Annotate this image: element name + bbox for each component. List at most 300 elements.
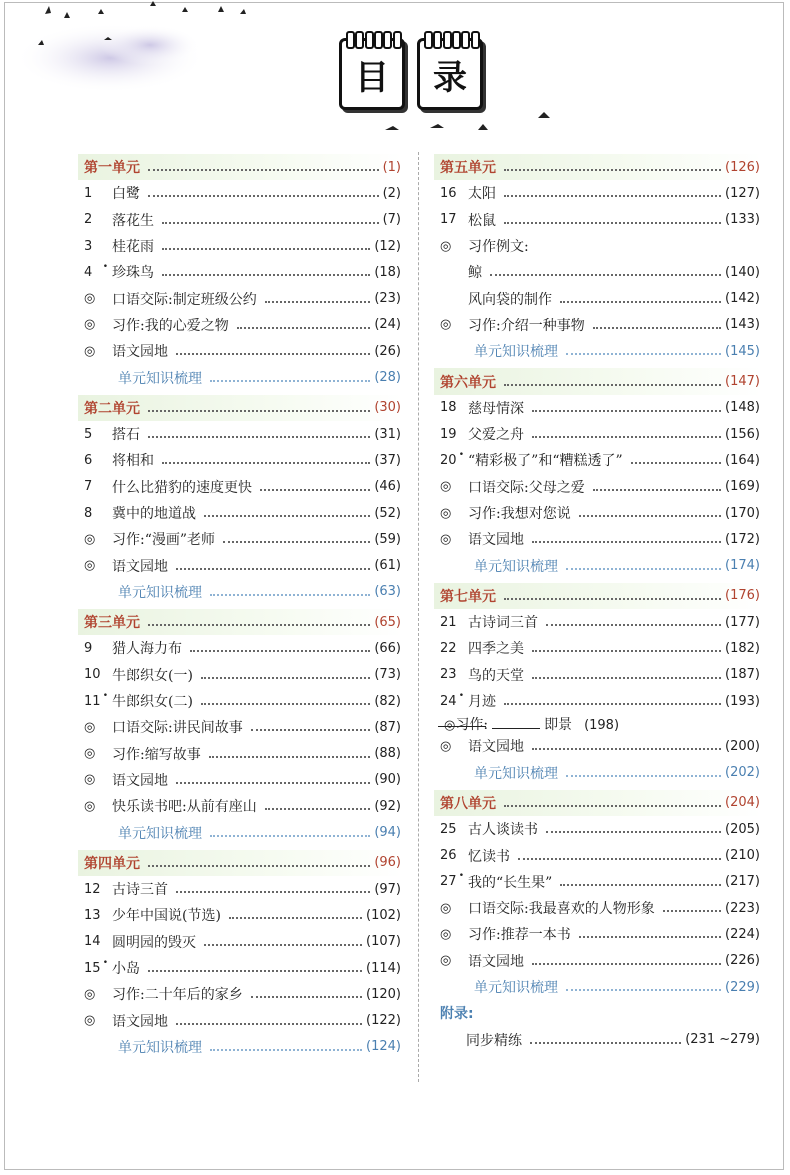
toc-section-entry[interactable] <box>78 714 403 740</box>
toc-section-entry[interactable] <box>78 741 403 767</box>
lesson-number: 8 <box>84 505 93 521</box>
toc-section-entry[interactable] <box>78 1008 403 1034</box>
double-circle-icon: ◎ <box>84 1013 96 1029</box>
page-number: (66) <box>374 640 401 656</box>
page-number: (156) <box>725 426 760 442</box>
toc-lesson-entry[interactable] <box>434 207 762 233</box>
leader-dots <box>560 876 721 886</box>
toc-lesson-entry[interactable] <box>434 180 762 206</box>
lesson-title: 圆明园的毁灭 <box>112 934 196 951</box>
lesson-number: 27 • <box>440 871 464 890</box>
leader-dots <box>546 616 721 626</box>
toc-section-entry[interactable] <box>78 285 403 311</box>
double-circle-icon: ◎ <box>440 238 452 254</box>
toc-lesson-entry[interactable] <box>434 447 762 473</box>
toc-lesson-entry[interactable] <box>78 662 403 688</box>
toc-section-entry[interactable] <box>438 714 620 734</box>
lesson-title: 落花生 <box>112 212 154 229</box>
toc-unit-heading[interactable] <box>434 790 762 816</box>
spiral-rings-icon <box>346 31 402 45</box>
toc-section-entry[interactable] <box>78 312 403 338</box>
leader-dots <box>504 590 721 600</box>
toc-section-entry[interactable] <box>434 312 762 338</box>
lesson-number: 24 • <box>440 690 464 709</box>
page-number: (198) <box>584 718 620 734</box>
summary-title: 单元知识梳理 <box>118 584 202 601</box>
toc-summary-entry[interactable] <box>78 1034 403 1060</box>
leader-dots <box>504 376 721 386</box>
page-number: (193) <box>725 693 760 709</box>
lesson-title: 月迹 <box>468 694 496 711</box>
toc-left-column <box>78 150 403 1060</box>
leader-dots <box>209 748 371 758</box>
leader-dots <box>148 402 370 412</box>
leader-dots <box>210 586 370 596</box>
toc-summary-entry[interactable] <box>434 760 762 786</box>
page-number: (107) <box>366 934 401 950</box>
leader-dots <box>237 319 371 329</box>
section-title: 习作:我的心爱之物 <box>112 317 229 334</box>
toc-unit-heading[interactable] <box>78 609 403 635</box>
leader-dots <box>566 560 721 570</box>
page-number: (140) <box>725 264 760 280</box>
toc-summary-entry[interactable] <box>78 364 403 390</box>
lesson-title: 小岛 <box>112 961 140 978</box>
leader-dots <box>532 669 721 679</box>
leader-dots <box>251 988 362 998</box>
star-mark-icon: • <box>458 871 464 882</box>
page-number: (61) <box>374 558 401 574</box>
lesson-title: 古诗词三首 <box>468 615 538 632</box>
toc-lesson-entry[interactable] <box>78 207 403 233</box>
lesson-title: 牛郎织女(一) <box>112 667 193 684</box>
lesson-title: 搭石 <box>112 427 140 444</box>
column-divider <box>418 152 419 1082</box>
title-notepad-1 <box>339 38 405 110</box>
page-number: (46) <box>374 479 401 495</box>
leader-dots <box>210 1041 362 1051</box>
page-number: (73) <box>374 667 401 683</box>
page-number: (231 ~279) <box>685 1032 760 1048</box>
page-number: (172) <box>725 531 760 547</box>
leader-dots <box>566 981 721 991</box>
lesson-number: 6 <box>84 452 93 468</box>
leader-dots <box>148 161 379 171</box>
leader-dots <box>148 187 379 197</box>
page-number: (59) <box>374 531 401 547</box>
lesson-number: 3 <box>84 238 93 254</box>
lesson-number: 18 <box>440 400 457 416</box>
leader-dots <box>504 214 721 224</box>
toc-lesson-entry[interactable] <box>434 869 762 895</box>
spiral-rings-icon <box>424 31 480 45</box>
toc-lesson-entry[interactable] <box>78 955 403 981</box>
page-number: (90) <box>374 772 401 788</box>
toc-lesson-entry[interactable] <box>434 635 762 661</box>
toc-unit-heading[interactable] <box>78 395 403 421</box>
page-number: (120) <box>366 986 401 1002</box>
toc-lesson-entry[interactable] <box>78 421 403 447</box>
unit-label: 第四单元 <box>84 855 140 872</box>
double-circle-icon: ◎ <box>84 719 96 735</box>
lesson-title: 古人谈读书 <box>468 822 538 839</box>
page-number: (97) <box>374 881 401 897</box>
toc-lesson-entry[interactable] <box>78 447 403 473</box>
lesson-number: 25 <box>440 821 457 837</box>
section-title: 语文园地 <box>468 739 524 756</box>
summary-title: 单元知识梳理 <box>118 825 202 842</box>
toc-example-entry[interactable] <box>434 285 762 311</box>
page-number: (12) <box>374 238 401 254</box>
lesson-number: 5 <box>84 426 93 442</box>
toc-unit-heading[interactable] <box>78 850 403 876</box>
toc-lesson-entry[interactable] <box>78 259 403 285</box>
lesson-number: 22 <box>440 640 457 656</box>
toc-section-entry[interactable] <box>434 895 762 921</box>
section-title: 习作:缩写故事 <box>112 746 201 763</box>
toc-summary-entry[interactable] <box>434 552 762 578</box>
leader-dots <box>176 345 370 355</box>
page-number: (223) <box>725 900 760 916</box>
fill-blank <box>492 716 540 729</box>
leader-dots <box>162 266 370 276</box>
toc-lesson-entry[interactable] <box>434 688 762 714</box>
summary-title: 单元知识梳理 <box>118 370 202 387</box>
page-number: (205) <box>725 821 760 837</box>
leader-dots <box>593 481 721 491</box>
double-circle-icon: ◎ <box>440 926 452 942</box>
lesson-number: 1 <box>84 185 93 201</box>
appendix-label: 附录: <box>440 1006 474 1023</box>
lesson-number: 26 <box>440 848 457 864</box>
section-title: 语文园地 <box>112 1013 168 1030</box>
example-title: 风向袋的制作 <box>468 291 552 308</box>
page-number: (174) <box>725 558 760 574</box>
toc-lesson-entry[interactable] <box>434 395 762 421</box>
leader-dots <box>532 428 721 438</box>
leader-dots <box>176 1015 362 1025</box>
page-number: (94) <box>374 825 401 841</box>
section-title: 口语交际:制定班级公约 <box>112 291 257 308</box>
toc-unit-heading[interactable] <box>434 368 762 394</box>
leader-dots <box>504 695 721 705</box>
leader-dots <box>176 883 370 893</box>
page-number: (23) <box>374 291 401 307</box>
summary-title: 单元知识梳理 <box>474 765 558 782</box>
page-number: (18) <box>374 264 401 280</box>
double-circle-icon: ◎ <box>84 343 96 359</box>
page-number: (65) <box>374 614 401 630</box>
toc-section-entry[interactable] <box>434 526 762 552</box>
page-number: (147) <box>725 374 760 390</box>
section-title: 习作:介绍一种事物 <box>468 317 585 334</box>
toc-example-entry[interactable] <box>434 259 762 285</box>
toc-section-entry[interactable] <box>78 552 403 578</box>
lesson-title: 我的“长生果” <box>468 874 553 891</box>
section-title: 习作:我想对您说 <box>468 506 571 522</box>
page-number: (82) <box>374 693 401 709</box>
leader-dots <box>579 507 721 517</box>
leader-dots <box>204 507 370 517</box>
star-mark-icon: • <box>102 690 108 701</box>
page-number: (87) <box>374 719 401 735</box>
leader-dots <box>162 214 379 224</box>
section-title: 习作: 即景 <box>455 717 573 734</box>
page-number: (122) <box>366 1013 401 1029</box>
summary-title: 单元知识梳理 <box>474 558 558 575</box>
lesson-number: 11 • <box>84 690 108 709</box>
toc-lesson-entry[interactable] <box>434 421 762 447</box>
toc-section-entry[interactable] <box>434 474 762 500</box>
double-circle-icon: ◎ <box>440 505 452 521</box>
leader-dots <box>566 345 721 355</box>
double-circle-icon: ◎ <box>440 479 452 495</box>
leader-dots <box>176 560 370 570</box>
leader-dots <box>532 955 721 965</box>
lesson-title: 少年中国说(节选) <box>112 908 221 925</box>
unit-label: 第三单元 <box>84 615 140 632</box>
section-title: 语文园地 <box>468 532 524 549</box>
leader-dots <box>148 962 362 972</box>
leader-dots <box>162 454 370 464</box>
lesson-number: 14 <box>84 934 101 950</box>
leader-dots <box>265 800 371 810</box>
toc-lesson-entry[interactable] <box>78 474 403 500</box>
page-number: (7) <box>382 212 401 228</box>
section-title: 语文园地 <box>112 558 168 575</box>
lesson-number: 9 <box>84 640 93 656</box>
lesson-number: 20 • <box>440 449 464 468</box>
page-number: (145) <box>725 343 760 359</box>
double-circle-icon: ◎ <box>84 772 96 788</box>
toc-lesson-entry[interactable] <box>434 816 762 842</box>
leader-dots <box>260 481 370 491</box>
toc-lesson-entry[interactable] <box>78 902 403 928</box>
page-number: (142) <box>725 291 760 307</box>
double-circle-icon: ◎ <box>440 317 452 333</box>
toc-section-entry[interactable] <box>434 233 762 259</box>
lesson-title: 桂花雨 <box>112 239 154 256</box>
page-number: (143) <box>725 317 760 333</box>
leader-dots <box>532 402 721 412</box>
page-number: (133) <box>725 212 760 228</box>
toc-lesson-entry[interactable] <box>78 929 403 955</box>
leader-dots <box>504 187 721 197</box>
toc-lesson-entry[interactable] <box>434 842 762 868</box>
toc-unit-heading[interactable] <box>78 154 403 180</box>
page-number: (210) <box>725 848 760 864</box>
page-number: (226) <box>725 953 760 969</box>
lesson-number: 13 <box>84 907 101 923</box>
lesson-number: 19 <box>440 426 457 442</box>
unit-label: 第二单元 <box>84 400 140 417</box>
star-mark-icon: • <box>458 690 464 701</box>
lesson-title: 父爱之舟 <box>468 427 524 444</box>
lesson-number: 7 <box>84 479 93 495</box>
toc-unit-heading[interactable] <box>434 154 762 180</box>
toc-summary-entry[interactable] <box>78 819 403 845</box>
double-circle-icon: ◎ <box>440 900 452 916</box>
leader-dots <box>251 721 371 731</box>
star-mark-icon: • <box>102 261 108 272</box>
page-number: (52) <box>374 505 401 521</box>
section-title: 口语交际:我最喜欢的人物形象 <box>468 901 655 918</box>
leader-dots <box>530 1034 681 1044</box>
star-mark-icon: • <box>102 957 108 968</box>
toc-section-entry[interactable] <box>78 526 403 552</box>
leader-dots <box>579 928 721 938</box>
double-circle-icon: ◎ <box>84 291 96 307</box>
lesson-title: 慈母情深 <box>468 400 524 417</box>
toc-section-entry[interactable] <box>434 921 762 947</box>
leader-dots <box>504 161 721 171</box>
unit-label: 第一单元 <box>84 160 140 177</box>
double-circle-icon: ◎ <box>84 317 96 333</box>
lesson-number: 16 <box>440 185 457 201</box>
toc-section-entry[interactable] <box>78 793 403 819</box>
star-mark-icon: • <box>458 449 464 460</box>
page-number: (102) <box>366 907 401 923</box>
leader-dots <box>148 616 370 626</box>
section-title: 语文园地 <box>468 953 524 970</box>
double-circle-icon: ◎ <box>84 558 96 574</box>
toc-lesson-entry[interactable] <box>78 233 403 259</box>
leader-dots <box>265 293 371 303</box>
page-number: (127) <box>725 185 760 201</box>
lesson-number: 4 • <box>84 261 108 280</box>
leader-dots <box>532 533 721 543</box>
leader-dots <box>204 936 362 946</box>
toc-right-column <box>434 150 762 1053</box>
section-title: 习作:二十年后的家乡 <box>112 987 243 1004</box>
lesson-title: 白鹭 <box>112 186 140 203</box>
leader-dots <box>190 642 370 652</box>
lesson-title: 忆读书 <box>468 848 510 865</box>
toc-lesson-entry[interactable] <box>78 688 403 714</box>
leader-dots <box>176 774 370 784</box>
lesson-number: 12 <box>84 881 101 897</box>
summary-title: 单元知识梳理 <box>474 344 558 361</box>
leader-dots <box>532 740 721 750</box>
section-title: 语文园地 <box>112 772 168 789</box>
page-title <box>335 28 475 118</box>
lesson-number: 21 <box>440 614 457 630</box>
page-number: (204) <box>725 795 760 811</box>
section-title: 习作例文: <box>468 239 529 256</box>
title-notepad-2 <box>417 38 483 110</box>
section-title: 习作:推荐一本书 <box>468 927 571 944</box>
leader-dots <box>663 902 721 912</box>
unit-label: 第六单元 <box>440 374 496 391</box>
toc-section-entry[interactable] <box>78 981 403 1007</box>
page-number: (88) <box>374 746 401 762</box>
page-number: (217) <box>725 874 760 890</box>
page-number: (37) <box>374 452 401 468</box>
toc-section-entry[interactable] <box>78 767 403 793</box>
leader-dots <box>229 909 362 919</box>
double-circle-icon: ◎ <box>444 718 456 734</box>
page-number: (224) <box>725 926 760 942</box>
page-number: (24) <box>374 317 401 333</box>
page-number: (170) <box>725 505 760 521</box>
page-number: (182) <box>725 640 760 656</box>
leader-dots <box>210 372 370 382</box>
leader-dots <box>201 695 370 705</box>
leader-dots <box>546 823 721 833</box>
lesson-number: 23 <box>440 667 457 683</box>
page-number: (28) <box>374 370 401 386</box>
leader-dots <box>201 669 370 679</box>
lesson-title: 四季之美 <box>468 641 524 658</box>
toc-lesson-entry[interactable] <box>78 500 403 526</box>
leader-dots <box>560 293 721 303</box>
toc-summary-entry[interactable] <box>78 579 403 605</box>
unit-label: 第八单元 <box>440 795 496 812</box>
lesson-title: 鸟的天堂 <box>468 667 524 684</box>
toc-practice-entry[interactable] <box>434 1027 762 1053</box>
page-number: (96) <box>374 855 401 871</box>
toc-summary-entry[interactable] <box>434 974 762 1000</box>
leader-dots <box>504 797 721 807</box>
leader-dots <box>162 240 370 250</box>
toc-section-entry[interactable] <box>78 338 403 364</box>
toc-unit-heading[interactable] <box>434 583 762 609</box>
toc-section-entry[interactable] <box>434 500 762 526</box>
section-title: 习作:“漫画”老师 <box>112 532 216 549</box>
toc-summary-entry[interactable] <box>434 338 762 364</box>
lesson-title: 什么比猎豹的速度更快 <box>112 479 252 496</box>
toc-lesson-entry[interactable] <box>434 662 762 688</box>
section-title: 口语交际:父母之爱 <box>468 479 585 496</box>
toc-lesson-entry[interactable] <box>78 180 403 206</box>
leader-dots <box>490 266 721 276</box>
page-number: (200) <box>725 738 760 754</box>
lesson-title: 珍珠鸟 <box>112 265 154 282</box>
page-number: (26) <box>374 343 401 359</box>
lesson-number: 15 • <box>84 957 108 976</box>
toc-lesson-entry[interactable] <box>78 635 403 661</box>
double-circle-icon: ◎ <box>440 531 452 547</box>
lesson-title: 太阳 <box>468 186 496 203</box>
page-number: (63) <box>374 584 401 600</box>
leader-dots <box>148 857 370 867</box>
page-number: (164) <box>725 452 760 468</box>
double-circle-icon: ◎ <box>84 531 96 547</box>
page-number: (2) <box>382 185 401 201</box>
page-number: (169) <box>725 479 760 495</box>
double-circle-icon: ◎ <box>84 798 96 814</box>
lesson-number: 17 <box>440 212 457 228</box>
title-char-2: 录 <box>433 57 467 98</box>
leader-dots <box>223 533 370 543</box>
page-number: (187) <box>725 667 760 683</box>
lesson-title: 古诗三首 <box>112 882 168 899</box>
lesson-title: 牛郎织女(二) <box>112 694 193 711</box>
toc-lesson-entry[interactable] <box>78 876 403 902</box>
page-number: (177) <box>725 614 760 630</box>
toc-section-entry[interactable] <box>434 948 762 974</box>
page-number: (229) <box>725 979 760 995</box>
leader-dots <box>593 319 721 329</box>
page-number: (114) <box>366 960 401 976</box>
leader-dots <box>532 642 721 652</box>
toc-lesson-entry[interactable] <box>434 609 762 635</box>
lesson-title: 猎人海力布 <box>112 641 182 658</box>
summary-title: 单元知识梳理 <box>118 1039 202 1056</box>
page-number: (202) <box>725 765 760 781</box>
toc-section-entry[interactable] <box>434 733 762 759</box>
leader-dots <box>566 767 721 777</box>
